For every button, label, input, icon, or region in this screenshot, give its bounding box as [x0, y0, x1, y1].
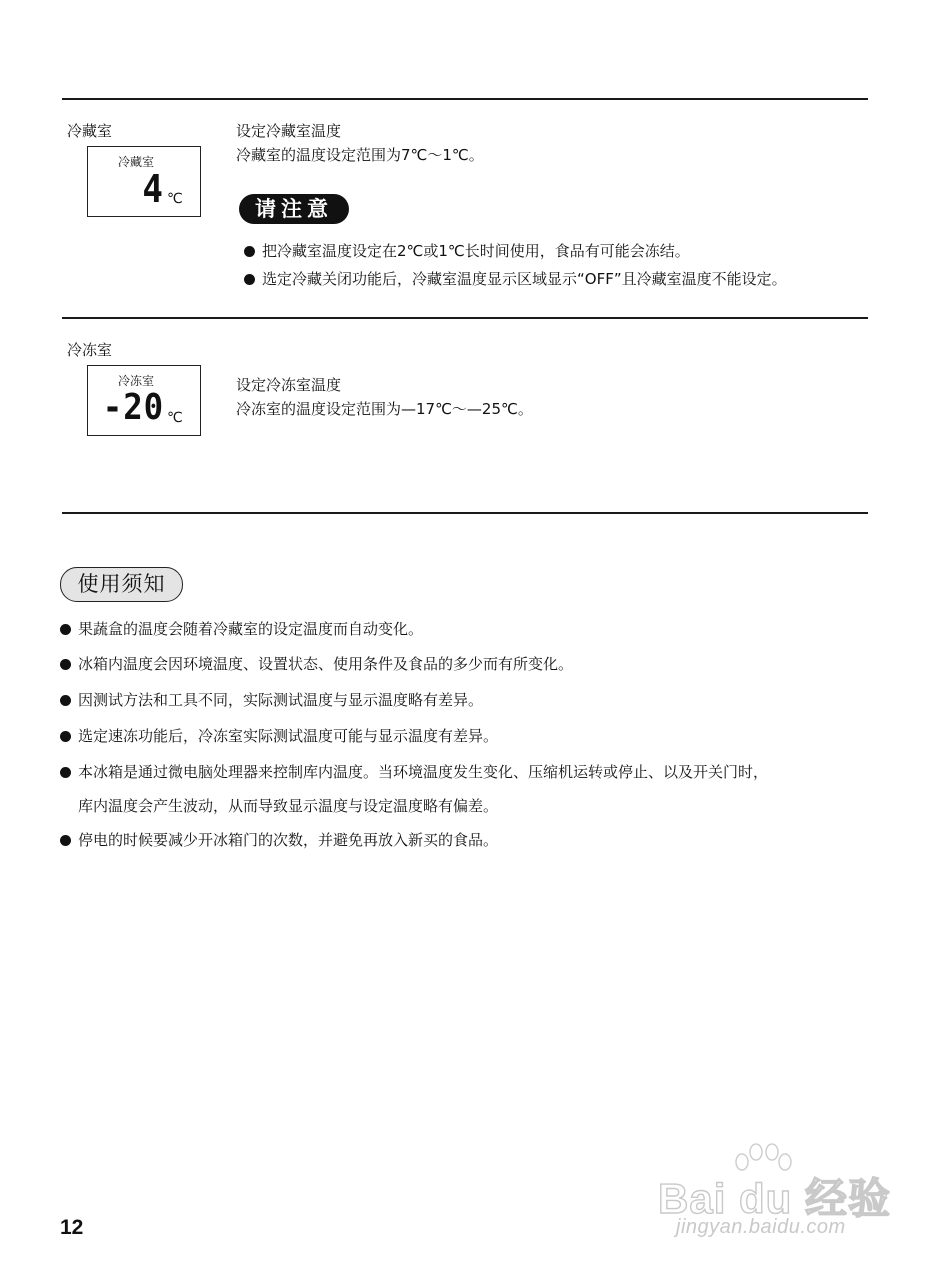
- fridge-display-value: 4: [142, 167, 164, 211]
- usage-item-3: 因测试方法和工具不同，实际测试温度与显示温度略有差异。: [60, 689, 483, 710]
- fridge-note-2: 选定冷藏关闭功能后，冷藏室温度显示区域显示“OFF”且冷藏室温度不能设定。: [244, 268, 787, 289]
- bullet-icon: [60, 659, 71, 670]
- bullet-icon: [60, 835, 71, 846]
- fridge-display-title: 冷藏室: [118, 155, 155, 169]
- page-number: 12: [60, 1216, 84, 1239]
- fridge-note-1: 把冷藏室温度设定在2℃或1℃长时间使用，食品有可能会冻结。: [244, 240, 690, 261]
- section-divider: [62, 317, 868, 319]
- usage-item-5: 本冰箱是通过微电脑处理器来控制库内温度。当环境温度发生变化、压缩机运转或停止、以及开关门时，: [60, 761, 768, 782]
- usage-item-5-continued: 库内温度会产生波动，从而导致显示温度与设定温度略有偏差。: [78, 797, 499, 815]
- bullet-icon: [60, 731, 71, 742]
- usage-item-4: 选定速冻功能后，冷冻室实际测试温度可能与显示温度有差异。: [60, 725, 498, 746]
- fridge-range-text: 冷藏室的温度设定范围为7℃～1℃。: [236, 146, 484, 164]
- freezer-display-value: -20: [102, 387, 164, 428]
- bullet-icon: [60, 695, 71, 706]
- watermark-logo-text: Bai du 经验: [658, 1175, 892, 1222]
- notice-badge: 请注意: [239, 194, 349, 224]
- freezer-display-unit: ℃: [167, 410, 183, 426]
- bullet-icon: [244, 274, 255, 285]
- freezer-label: 冷冻室: [67, 341, 113, 359]
- usage-item-1: 果蔬盒的温度会随着冷藏室的设定温度而自动变化。: [60, 618, 423, 639]
- watermark-url: jingyan.baidu.com: [676, 1216, 846, 1238]
- bullet-icon: [60, 767, 71, 778]
- section-divider-bottom: [62, 512, 868, 514]
- freezer-range-text: 冷冻室的温度设定范围为—17℃～—25℃。: [236, 400, 533, 418]
- top-divider: [62, 98, 868, 100]
- usage-title-badge: 使用须知: [60, 567, 183, 602]
- bullet-icon: [60, 624, 71, 635]
- fridge-label: 冷藏室: [67, 122, 113, 140]
- fridge-display: [87, 146, 201, 217]
- freezer-display-title: 冷冻室: [118, 374, 155, 388]
- fridge-display-unit: ℃: [167, 191, 183, 207]
- freezer-heading: 设定冷冻室温度: [236, 376, 342, 394]
- usage-item-6: 停电的时候要减少开冰箱门的次数，并避免再放入新买的食品。: [60, 829, 498, 850]
- freezer-display: [87, 365, 201, 436]
- usage-item-2: 冰箱内温度会因环境温度、设置状态、使用条件及食品的多少而有所变化。: [60, 653, 573, 674]
- bullet-icon: [244, 246, 255, 257]
- fridge-heading: 设定冷藏室温度: [236, 122, 342, 140]
